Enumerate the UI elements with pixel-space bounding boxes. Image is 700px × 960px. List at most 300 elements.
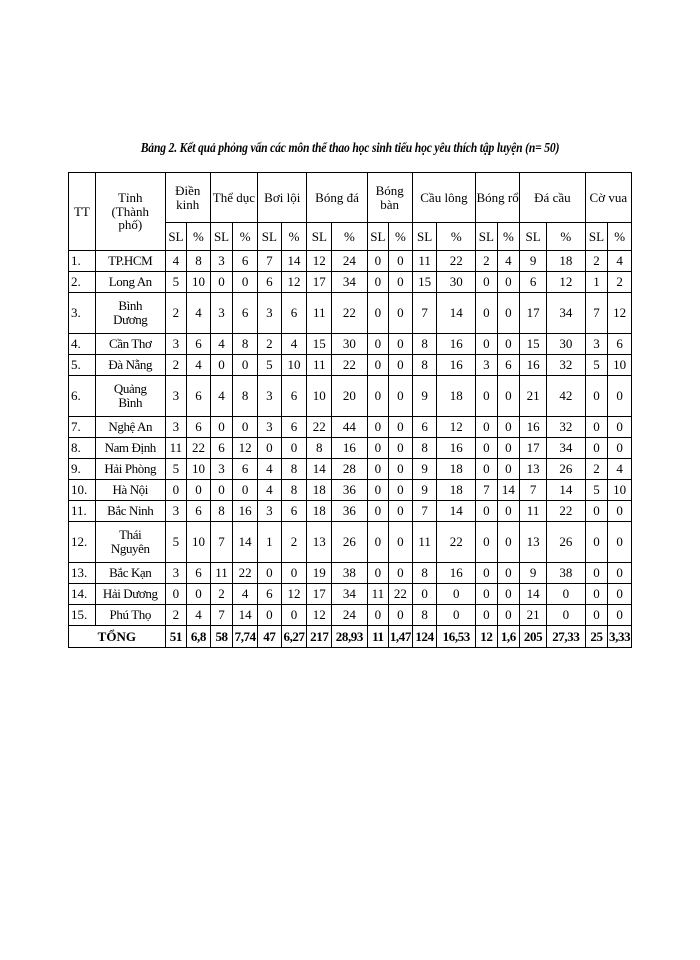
cell-sl: 0 <box>258 438 282 459</box>
cell-sl: 0 <box>367 501 388 522</box>
cell-sl: 0 <box>210 272 233 293</box>
cell-percent: 0 <box>546 605 585 626</box>
total-sl: 11 <box>367 626 388 648</box>
cell-percent: 42 <box>546 376 585 417</box>
cell-sl: 0 <box>476 334 497 355</box>
cell-sl: 5 <box>165 272 186 293</box>
header-sport <box>520 173 586 223</box>
cell-sl: 0 <box>367 251 388 272</box>
row-number: 6. <box>69 376 96 417</box>
cell-percent: 2 <box>281 522 307 563</box>
total-sl: 58 <box>210 626 233 648</box>
cell-sl: 17 <box>520 293 547 334</box>
province-name <box>95 272 165 293</box>
cell-sl: 2 <box>258 334 282 355</box>
province-name-text: Hà Nội <box>112 482 148 498</box>
cell-sl: 3 <box>258 501 282 522</box>
cell-sl: 0 <box>476 501 497 522</box>
header-sport-name: Bóng đá <box>315 189 359 205</box>
header-percent: % <box>332 223 367 251</box>
cell-sl: 3 <box>165 376 186 417</box>
cell-percent: 0 <box>608 522 632 563</box>
total-percent: 6,8 <box>187 626 211 648</box>
cell-percent: 8 <box>281 480 307 501</box>
header-sport <box>258 173 307 223</box>
cell-sl: 15 <box>520 334 547 355</box>
cell-percent: 4 <box>281 334 307 355</box>
cell-percent: 0 <box>497 376 520 417</box>
total-percent: 28,93 <box>332 626 367 648</box>
cell-percent: 6 <box>281 376 307 417</box>
header-sport-name: Bóng rổ <box>476 189 519 205</box>
cell-percent: 0 <box>281 563 307 584</box>
province-name <box>95 438 165 459</box>
province-name-text: Đà Nẵng <box>108 357 153 373</box>
cell-sl: 7 <box>412 293 437 334</box>
cell-percent: 34 <box>546 293 585 334</box>
cell-sl: 0 <box>210 417 233 438</box>
cell-sl: 3 <box>210 293 233 334</box>
cell-percent: 22 <box>332 355 367 376</box>
cell-percent: 0 <box>389 522 413 563</box>
cell-sl: 2 <box>165 355 186 376</box>
header-sport-name: Điền <box>175 182 201 198</box>
header-sl: SL <box>210 223 233 251</box>
cell-sl: 6 <box>412 417 437 438</box>
province-name <box>95 501 165 522</box>
total-percent: 6,27 <box>281 626 307 648</box>
cell-percent: 36 <box>332 480 367 501</box>
cell-sl: 0 <box>367 605 388 626</box>
cell-percent: 32 <box>546 355 585 376</box>
table-row <box>69 605 632 626</box>
cell-percent: 34 <box>332 272 367 293</box>
province-name-text: TP.HCM <box>108 253 153 269</box>
cell-percent: 6 <box>281 501 307 522</box>
header-sport <box>476 173 520 223</box>
cell-sl: 0 <box>367 417 388 438</box>
row-number: 14. <box>69 584 96 605</box>
cell-sl: 7 <box>476 480 497 501</box>
province-name-text: Long An <box>108 274 152 290</box>
cell-sl: 14 <box>307 459 332 480</box>
table-row <box>69 417 632 438</box>
cell-sl: 0 <box>476 272 497 293</box>
table-row <box>69 480 632 501</box>
cell-sl: 9 <box>412 480 437 501</box>
row-number: 9. <box>69 459 96 480</box>
cell-sl: 3 <box>585 334 608 355</box>
cell-sl: 7 <box>210 605 233 626</box>
cell-sl: 8 <box>307 438 332 459</box>
cell-sl: 0 <box>412 584 437 605</box>
header-percent: % <box>389 223 413 251</box>
cell-percent: 14 <box>233 522 258 563</box>
header-sport-name: kinh <box>176 196 200 212</box>
cell-percent: 24 <box>332 251 367 272</box>
total-sl: 47 <box>258 626 282 648</box>
cell-sl: 4 <box>258 459 282 480</box>
cell-sl: 8 <box>412 605 437 626</box>
cell-sl: 5 <box>165 522 186 563</box>
cell-percent: 16 <box>437 355 476 376</box>
cell-sl: 18 <box>307 480 332 501</box>
cell-sl: 2 <box>165 293 186 334</box>
cell-percent: 0 <box>608 605 632 626</box>
cell-percent: 16 <box>233 501 258 522</box>
row-number: 5. <box>69 355 96 376</box>
cell-percent: 10 <box>608 355 632 376</box>
cell-sl: 0 <box>367 334 388 355</box>
cell-sl: 11 <box>412 251 437 272</box>
cell-percent: 0 <box>497 459 520 480</box>
cell-percent: 0 <box>187 480 211 501</box>
cell-percent: 10 <box>281 355 307 376</box>
header-province-text: (Thành <box>111 203 150 219</box>
cell-percent: 12 <box>608 293 632 334</box>
cell-percent: 6 <box>187 376 211 417</box>
cell-percent: 4 <box>608 459 632 480</box>
cell-sl: 4 <box>210 376 233 417</box>
total-label: TỔNG <box>69 626 166 648</box>
province-name-text: Nghệ An <box>108 419 153 435</box>
province-name-text: Hải Phòng <box>104 461 157 477</box>
province-name <box>95 376 165 417</box>
cell-sl: 3 <box>165 563 186 584</box>
header-tt: TT <box>69 173 96 251</box>
row-number: 1. <box>69 251 96 272</box>
total-sl: 124 <box>412 626 437 648</box>
cell-sl: 0 <box>476 584 497 605</box>
cell-sl: 15 <box>412 272 437 293</box>
cell-sl: 0 <box>585 584 608 605</box>
cell-sl: 3 <box>210 251 233 272</box>
cell-sl: 0 <box>367 376 388 417</box>
province-name-text: Thái <box>119 527 142 543</box>
cell-sl: 12 <box>307 605 332 626</box>
total-percent: 16,53 <box>437 626 476 648</box>
province-name <box>95 605 165 626</box>
cell-percent: 6 <box>608 334 632 355</box>
cell-sl: 0 <box>476 563 497 584</box>
cell-percent: 22 <box>332 293 367 334</box>
cell-percent: 20 <box>332 376 367 417</box>
total-percent: 1,47 <box>389 626 413 648</box>
cell-sl: 3 <box>258 417 282 438</box>
cell-percent: 28 <box>332 459 367 480</box>
cell-percent: 10 <box>187 522 211 563</box>
header-sport-name: Bơi lội <box>264 189 301 205</box>
cell-sl: 11 <box>412 522 437 563</box>
cell-percent: 0 <box>187 584 211 605</box>
cell-sl: 15 <box>307 334 332 355</box>
cell-percent: 4 <box>187 293 211 334</box>
cell-percent: 0 <box>281 438 307 459</box>
cell-sl: 7 <box>585 293 608 334</box>
cell-percent: 0 <box>389 563 413 584</box>
total-sl: 25 <box>585 626 608 648</box>
total-percent: 27,33 <box>546 626 585 648</box>
total-sl: 12 <box>476 626 497 648</box>
cell-percent: 16 <box>437 563 476 584</box>
cell-sl: 2 <box>210 584 233 605</box>
cell-sl: 3 <box>258 293 282 334</box>
cell-percent: 0 <box>497 334 520 355</box>
cell-percent: 34 <box>332 584 367 605</box>
cell-sl: 6 <box>520 272 547 293</box>
cell-percent: 30 <box>437 272 476 293</box>
cell-percent: 8 <box>233 376 258 417</box>
cell-sl: 10 <box>307 376 332 417</box>
cell-sl: 5 <box>585 355 608 376</box>
cell-sl: 19 <box>307 563 332 584</box>
cell-sl: 21 <box>520 605 547 626</box>
cell-percent: 0 <box>389 417 413 438</box>
province-name <box>95 480 165 501</box>
cell-percent: 2 <box>608 272 632 293</box>
cell-sl: 0 <box>476 438 497 459</box>
cell-sl: 22 <box>307 417 332 438</box>
cell-percent: 6 <box>187 417 211 438</box>
cell-percent: 0 <box>389 272 413 293</box>
cell-percent: 16 <box>437 438 476 459</box>
cell-percent: 0 <box>497 272 520 293</box>
cell-percent: 30 <box>546 334 585 355</box>
total-percent: 7,74 <box>233 626 258 648</box>
cell-percent: 0 <box>608 501 632 522</box>
header-sl: SL <box>412 223 437 251</box>
header-sl: SL <box>165 223 186 251</box>
province-name <box>95 355 165 376</box>
table-row <box>69 272 632 293</box>
cell-sl: 0 <box>585 522 608 563</box>
cell-sl: 8 <box>412 438 437 459</box>
cell-percent: 0 <box>497 522 520 563</box>
province-name-text: Bắc Ninh <box>107 503 154 519</box>
cell-sl: 7 <box>258 251 282 272</box>
cell-sl: 0 <box>476 605 497 626</box>
cell-percent: 6 <box>281 293 307 334</box>
cell-percent: 16 <box>437 334 476 355</box>
cell-percent: 12 <box>437 417 476 438</box>
province-name <box>95 459 165 480</box>
cell-percent: 0 <box>608 417 632 438</box>
cell-percent: 22 <box>187 438 211 459</box>
cell-sl: 5 <box>585 480 608 501</box>
cell-sl: 16 <box>520 355 547 376</box>
cell-percent: 4 <box>187 355 211 376</box>
cell-percent: 8 <box>187 251 211 272</box>
cell-sl: 2 <box>585 459 608 480</box>
cell-percent: 8 <box>281 459 307 480</box>
cell-sl: 0 <box>476 376 497 417</box>
province-name-text: Bình <box>118 298 143 314</box>
total-sl: 217 <box>307 626 332 648</box>
header-sport <box>307 173 367 223</box>
cell-percent: 0 <box>233 417 258 438</box>
cell-percent: 38 <box>332 563 367 584</box>
row-number: 12. <box>69 522 96 563</box>
cell-sl: 8 <box>210 501 233 522</box>
header-province-text: Tỉnh <box>117 190 143 206</box>
province-name <box>95 417 165 438</box>
header-sl: SL <box>585 223 608 251</box>
cell-sl: 13 <box>307 522 332 563</box>
cell-percent: 0 <box>497 438 520 459</box>
header-sport-name: Đá cầu <box>534 189 571 205</box>
row-number: 13. <box>69 563 96 584</box>
row-number: 15. <box>69 605 96 626</box>
cell-percent: 0 <box>608 438 632 459</box>
cell-percent: 6 <box>187 501 211 522</box>
header-percent: % <box>497 223 520 251</box>
cell-sl: 17 <box>307 272 332 293</box>
cell-percent: 14 <box>437 293 476 334</box>
table-row <box>69 584 632 605</box>
header-sport-name: Thể dục <box>212 189 256 205</box>
cell-percent: 4 <box>233 584 258 605</box>
cell-sl: 4 <box>165 251 186 272</box>
row-number: 10. <box>69 480 96 501</box>
cell-sl: 0 <box>367 522 388 563</box>
cell-percent: 4 <box>608 251 632 272</box>
cell-sl: 0 <box>585 417 608 438</box>
header-sport-name: bàn <box>380 196 400 212</box>
cell-percent: 10 <box>187 459 211 480</box>
cell-sl: 16 <box>520 417 547 438</box>
total-sl: 205 <box>520 626 547 648</box>
header-sport-name: Cờ vua <box>589 189 628 205</box>
cell-percent: 6 <box>497 355 520 376</box>
province-name-text: Bắc Kạn <box>109 565 152 581</box>
cell-sl: 0 <box>165 584 186 605</box>
header-percent: % <box>233 223 258 251</box>
total-sl: 51 <box>165 626 186 648</box>
cell-sl: 0 <box>367 480 388 501</box>
row-number: 2. <box>69 272 96 293</box>
cell-sl: 1 <box>585 272 608 293</box>
cell-sl: 17 <box>520 438 547 459</box>
cell-percent: 0 <box>389 438 413 459</box>
cell-sl: 4 <box>210 334 233 355</box>
cell-percent: 14 <box>281 251 307 272</box>
cell-sl: 0 <box>165 480 186 501</box>
header-percent: % <box>546 223 585 251</box>
header-percent: % <box>608 223 632 251</box>
cell-percent: 0 <box>546 584 585 605</box>
cell-percent: 44 <box>332 417 367 438</box>
cell-percent: 12 <box>233 438 258 459</box>
province-name-text: Cần Thơ <box>109 336 152 352</box>
table-row <box>69 501 632 522</box>
cell-sl: 6 <box>258 584 282 605</box>
cell-sl: 13 <box>520 522 547 563</box>
cell-percent: 14 <box>546 480 585 501</box>
cell-sl: 7 <box>210 522 233 563</box>
cell-percent: 4 <box>497 251 520 272</box>
cell-sl: 0 <box>585 501 608 522</box>
cell-sl: 11 <box>165 438 186 459</box>
cell-percent: 18 <box>546 251 585 272</box>
cell-sl: 11 <box>307 355 332 376</box>
total-percent: 3,33 <box>608 626 632 648</box>
cell-sl: 0 <box>258 605 282 626</box>
cell-sl: 6 <box>210 438 233 459</box>
cell-percent: 26 <box>546 522 585 563</box>
row-number: 7. <box>69 417 96 438</box>
cell-percent: 0 <box>497 563 520 584</box>
cell-percent: 12 <box>281 272 307 293</box>
cell-sl: 1 <box>258 522 282 563</box>
cell-percent: 22 <box>437 522 476 563</box>
cell-sl: 18 <box>307 501 332 522</box>
province-name-text: Nam Định <box>104 440 156 456</box>
cell-sl: 5 <box>258 355 282 376</box>
province-name-text: Quảng <box>113 381 147 397</box>
cell-sl: 0 <box>367 293 388 334</box>
header-sport <box>585 173 631 223</box>
total-percent: 1,6 <box>497 626 520 648</box>
cell-percent: 6 <box>233 293 258 334</box>
cell-percent: 0 <box>281 605 307 626</box>
cell-percent: 0 <box>608 563 632 584</box>
cell-sl: 7 <box>412 501 437 522</box>
cell-percent: 14 <box>497 480 520 501</box>
total-row <box>69 626 632 648</box>
cell-sl: 3 <box>165 334 186 355</box>
table-row <box>69 293 632 334</box>
header-sl: SL <box>307 223 332 251</box>
table-row <box>69 334 632 355</box>
cell-percent: 6 <box>233 251 258 272</box>
header-sport <box>367 173 412 223</box>
header-sport <box>165 173 210 223</box>
cell-percent: 0 <box>389 605 413 626</box>
header-sport-name: Bóng <box>375 182 404 198</box>
cell-percent: 6 <box>281 417 307 438</box>
header-sport-name: Cầu lông <box>420 189 468 205</box>
province-name <box>95 251 165 272</box>
cell-sl: 0 <box>476 459 497 480</box>
cell-sl: 0 <box>258 563 282 584</box>
cell-percent: 0 <box>233 272 258 293</box>
cell-sl: 9 <box>520 251 547 272</box>
table-row <box>69 376 632 417</box>
cell-sl: 3 <box>476 355 497 376</box>
header-percent: % <box>187 223 211 251</box>
cell-sl: 0 <box>585 563 608 584</box>
cell-sl: 7 <box>520 480 547 501</box>
table-row <box>69 251 632 272</box>
cell-percent: 10 <box>608 480 632 501</box>
cell-percent: 26 <box>546 459 585 480</box>
cell-sl: 3 <box>210 459 233 480</box>
cell-percent: 0 <box>437 605 476 626</box>
cell-percent: 18 <box>437 480 476 501</box>
province-name <box>95 334 165 355</box>
cell-sl: 11 <box>210 563 233 584</box>
cell-sl: 0 <box>367 272 388 293</box>
cell-percent: 10 <box>187 272 211 293</box>
cell-percent: 0 <box>497 501 520 522</box>
province-name-text: Dương <box>113 312 148 327</box>
cell-percent: 0 <box>389 480 413 501</box>
cell-percent: 22 <box>389 584 413 605</box>
cell-percent: 18 <box>437 376 476 417</box>
table-row <box>69 438 632 459</box>
cell-percent: 0 <box>608 376 632 417</box>
cell-sl: 8 <box>412 334 437 355</box>
